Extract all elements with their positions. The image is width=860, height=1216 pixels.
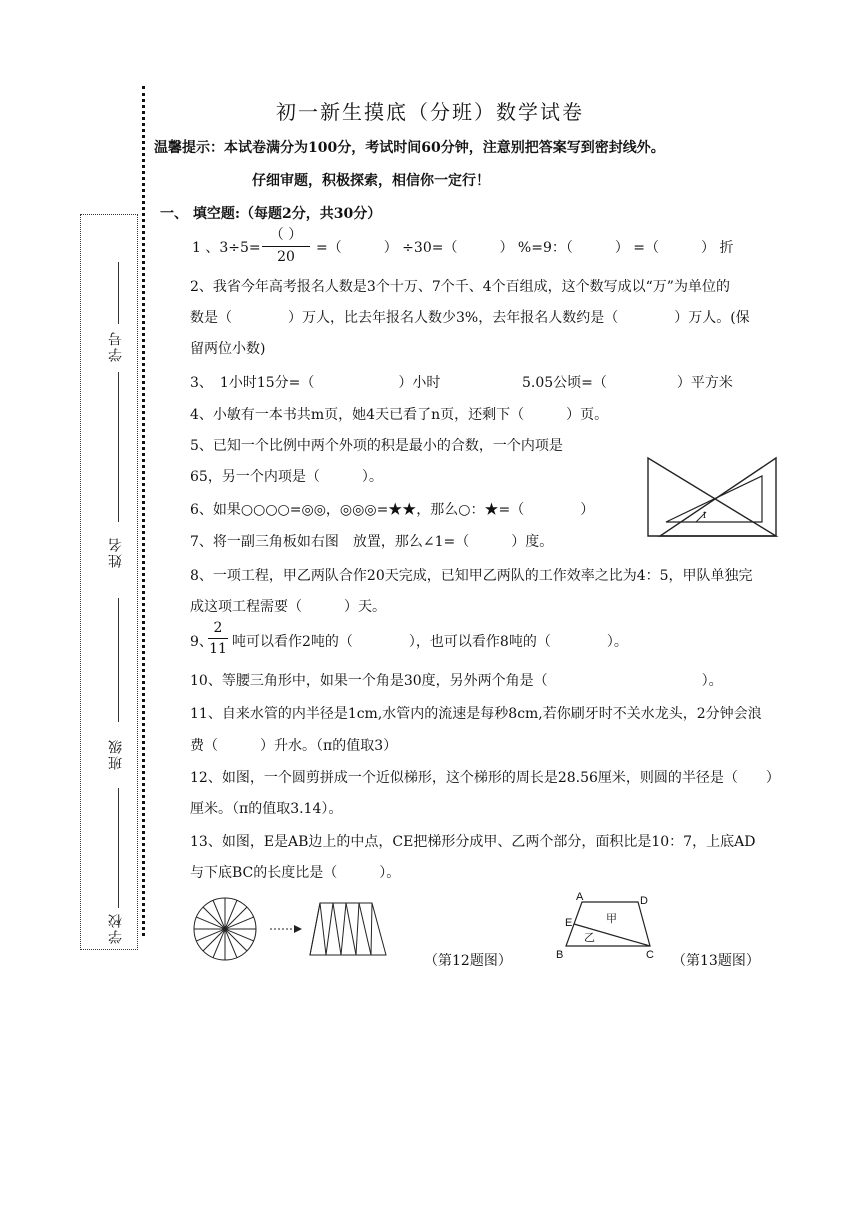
student-info-box [80, 214, 138, 950]
q2-line3: 留两位小数) [190, 341, 266, 357]
q9-prefix: 9、 [190, 634, 213, 650]
q1-rest: =（ ） ÷30=（ ） %=9：（ ） =（ ） 折 [316, 240, 734, 256]
label-A: A [576, 891, 584, 903]
xingming-label: 姓名 [108, 536, 124, 568]
approx-trapezoid [310, 903, 386, 955]
q2-line2: 数是（ ）万人，比去年报名人数少3%，去年报名人数约是（ ）万人。(保 [190, 310, 750, 326]
q3-part2: 5.05公顷=（ ）平方米 [522, 375, 733, 391]
q5-line1: 5、已知一个比例中两个外项的积是最小的合数，一个内项是 [190, 438, 563, 454]
q8-line2: 成这项工程需要（ ）天。 [190, 599, 386, 615]
xuehao-label: 学号 [108, 330, 124, 362]
q9-frac-num: 2 [213, 620, 223, 636]
encourage: 仔细审题，积极探索，相信你一定行！ [252, 173, 490, 189]
label-yi: 乙 [584, 932, 595, 944]
q10: 10、等腰三角形中，如果一个角是30度，另外两个角是（ ）。 [190, 673, 723, 689]
q11-line1: 11、自来水管的内半径是1cm,水管内的流速是每秒8cm,若你刷牙时不关水龙头，2分钟会浪 [190, 706, 762, 722]
q11-line2: 费（ ）升水。（π的值取3） [190, 738, 398, 754]
q13-line1: 13、如图，E是AB边上的中点，CE把梯形分成甲、乙两个部分，面积比是10：7，上底AD [190, 834, 756, 850]
q13-line2: 与下底BC的长度比是（ ）。 [190, 865, 401, 881]
fig12-caption: （第12题图） [424, 953, 512, 969]
page-title: 初一新生摸底（分班）数学试卷 [276, 100, 584, 124]
label-E: E [565, 917, 573, 929]
xingming-line [118, 598, 119, 722]
label-D: D [640, 895, 648, 907]
q7: 7、将一副三角板如右图 放置，那么∠1=（ ）度。 [190, 534, 554, 550]
fig13-trapezoid [552, 890, 664, 962]
q1-frac-num: （ ） [269, 227, 303, 243]
q4: 4、小敏有一本书共m页，她4天已看了n页，还剩下（ ）页。 [190, 407, 609, 423]
banji-label: 班级 [108, 738, 124, 770]
xuexiao-label: 学校 [108, 912, 124, 944]
q9-frac-den: 11 [209, 641, 227, 657]
label-B: B [556, 949, 564, 961]
seal-line [142, 86, 145, 936]
fig13-caption: （第13题图） [672, 953, 760, 969]
q1-frac-den: 20 [277, 249, 295, 265]
q8-line1: 8、一项工程，甲乙两队合作20天完成，已知甲乙两队的工作效率之比为4：5，甲队单独完 [190, 568, 753, 584]
notice: 温馨提示：本试卷满分为100分，考试时间60分钟，注意别把答案写到密封线外。 [154, 140, 665, 156]
q2-line1: 2、我省今年高考报名人数是3个十万、7个千、4个百组成，这个数写成以“万”为单位的 [190, 279, 730, 295]
q1-prefix: 1 、3÷5= [192, 240, 261, 256]
label-jia: 甲 [606, 913, 617, 925]
sector-circle [194, 898, 256, 960]
q9-fraction [208, 620, 228, 657]
label-C: C [646, 949, 654, 961]
q12-line2: 厘米。（π的值取3.14）。 [190, 801, 343, 817]
banji-line [118, 788, 119, 908]
q12-line1: 12、如图，一个圆剪拼成一个近似梯形，这个梯形的周长是28.56厘米，则圆的半径是（ ） [190, 770, 780, 786]
section-1-heading: 一、 填空题:（每题2分，共30分） [160, 206, 382, 222]
q9-rest: 吨可以看作2吨的（ ），也可以看作8吨的（ ）。 [232, 634, 628, 650]
xuehao-line [118, 262, 119, 324]
q3-part1: 3、 1小时15分=（ ）小时 [190, 375, 441, 391]
q5-line2: 65，另一个内项是（ ）。 [190, 469, 383, 485]
set-square-figure [640, 452, 780, 542]
fig12-circle-to-trapezoid [190, 893, 390, 963]
q6: 6、如果○○○○=◎◎，◎◎◎=★★，那么○：★=（ ） [190, 502, 595, 518]
xuehao-line-lower [118, 372, 119, 522]
angle-1-label: 1 [702, 510, 707, 520]
q1-fraction [262, 224, 310, 265]
